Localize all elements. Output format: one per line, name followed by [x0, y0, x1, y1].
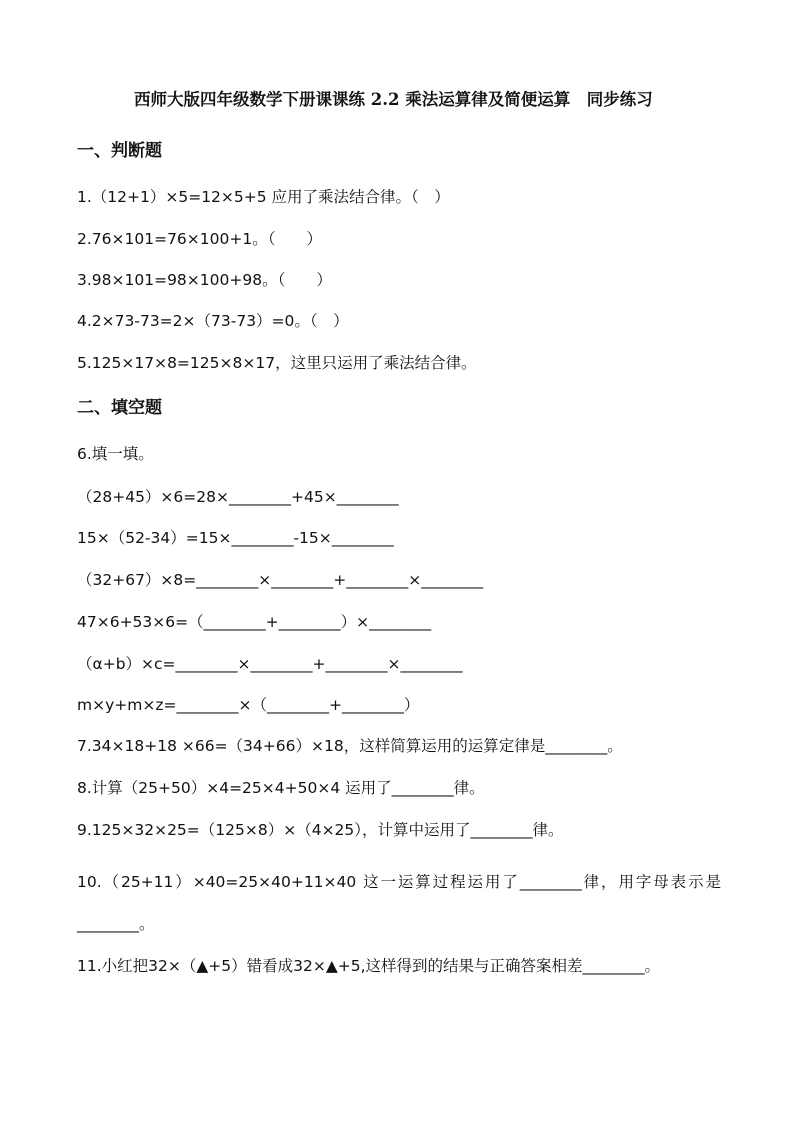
question-5: 5.125×17×8=125×8×17，这里只运用了乘法结合律。	[77, 354, 477, 372]
question-3: 3.98×101=98×100+98。（ ）	[77, 271, 332, 289]
question-6-row-5: （α+b）×c=________×________+________×________	[77, 655, 463, 673]
question-11: 11.小红把32×（▲+5）错看成32×▲+5,这样得到的结果与正确答案相差________。	[77, 957, 661, 975]
question-7: 7.34×18+18 ×66=（34+66）×18，这样简算运用的运算定律是________。	[77, 737, 623, 755]
question-1: 1.（12+1）×5=12×5+5 应用了乘法结合律。（ ）	[77, 188, 450, 206]
question-6-row-4: 47×6+53×6=（________+________）×________	[77, 613, 432, 631]
section-heading-true-false: 一、判断题	[77, 141, 162, 161]
question-10: 10.（25+11）×40=25×40+11×40 这一运算过程运用了________律，用字母表示是________。	[77, 873, 721, 933]
question-6-row-1: （28+45）×6=28×________+45×________	[77, 488, 399, 506]
section-heading-fill-blank: 二、填空题	[77, 398, 162, 418]
question-6: 6.填一填。	[77, 445, 154, 463]
question-6-row-2: 15×（52-34）=15×________-15×________	[77, 529, 394, 547]
question-4: 4.2×73-73=2×（73-73）=0。（ ）	[77, 312, 349, 330]
question-6-row-3: （32+67）×8=________×________+________×________	[77, 571, 484, 589]
question-2: 2.76×101=76×100+1。（ ）	[77, 230, 322, 248]
question-9: 9.125×32×25=（125×8）×（4×25），计算中运用了________律。	[77, 821, 564, 839]
page-title: 西师大版四年级数学下册课课练 2.2 乘法运算律及简便运算 同步练习	[134, 90, 653, 109]
question-6-row-6: m×y+m×z=________×（________+________）	[77, 696, 420, 714]
question-8: 8.计算（25+50）×4=25×4+50×4 运用了________律。	[77, 779, 485, 797]
